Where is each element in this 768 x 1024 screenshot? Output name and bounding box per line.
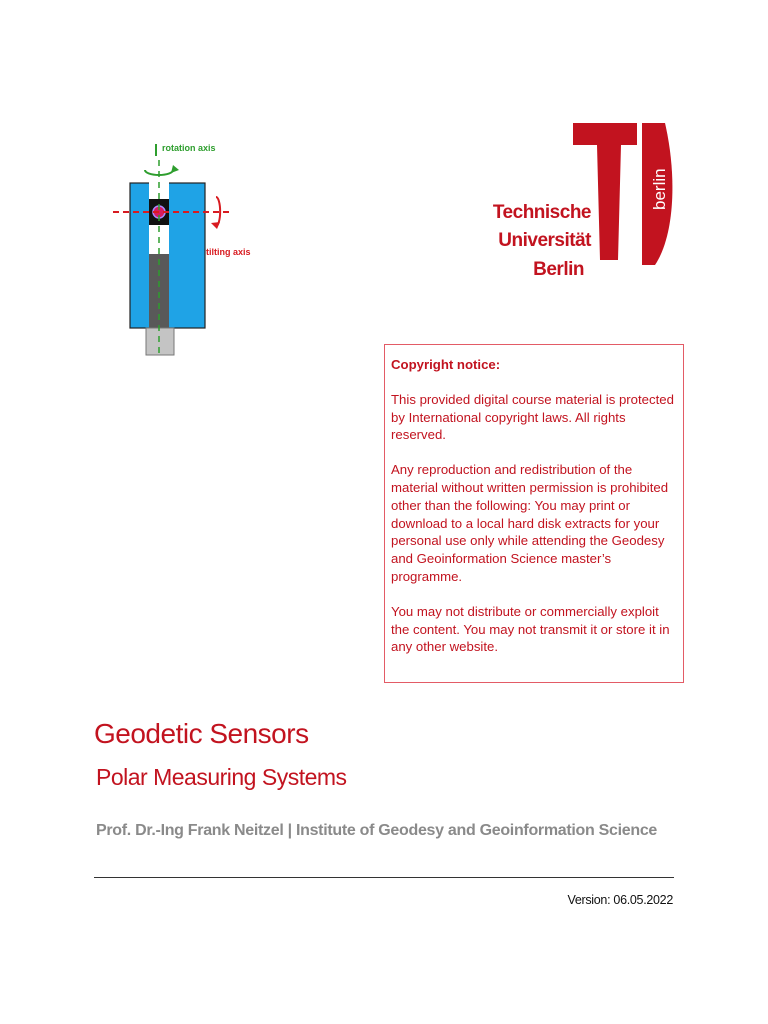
logo-vertical-text: berlin [650, 168, 669, 210]
rotation-axis-label: rotation axis [162, 143, 216, 153]
copyright-paragraph-1: This provided digital course material is protected by International copyright laws. All rights reserved. [391, 391, 674, 443]
author-line: Prof. Dr.-Ing Frank Neitzel | Institute of Geodesy and Geoinformation Science [96, 822, 658, 839]
copyright-paragraph-3: You may not distribute or commercially exploit the content. You may not transmit it or store it in any other website. [391, 603, 670, 655]
copyright-heading: Copyright notice: [391, 357, 501, 372]
tribrach-base [146, 328, 174, 355]
document-title: Geodetic Sensors [94, 718, 309, 749]
logo-line-3: Berlin [533, 259, 584, 280]
version-label: Version: 06.05.2022 [567, 893, 673, 907]
logo-line-1: Technische [492, 202, 591, 223]
rotation-arrow-icon [145, 165, 179, 175]
theodolite-axes-diagram [105, 130, 265, 360]
copyright-paragraph-2: Any reproduction and redistribution of the material without written permission is prohibited other than the following: You may print or download to a local hard disk extracts for your personal use only while attending the Geodesy and Geoinformation Science master’s programme. [391, 462, 669, 584]
tu-berlin-logo [492, 115, 685, 295]
tilting-axis-label: tilting axis [206, 247, 251, 257]
divider [94, 877, 674, 878]
logo-line-2: Universität [498, 230, 591, 251]
document-subtitle: Polar Measuring Systems [96, 764, 347, 790]
copyright-notice [384, 344, 684, 683]
